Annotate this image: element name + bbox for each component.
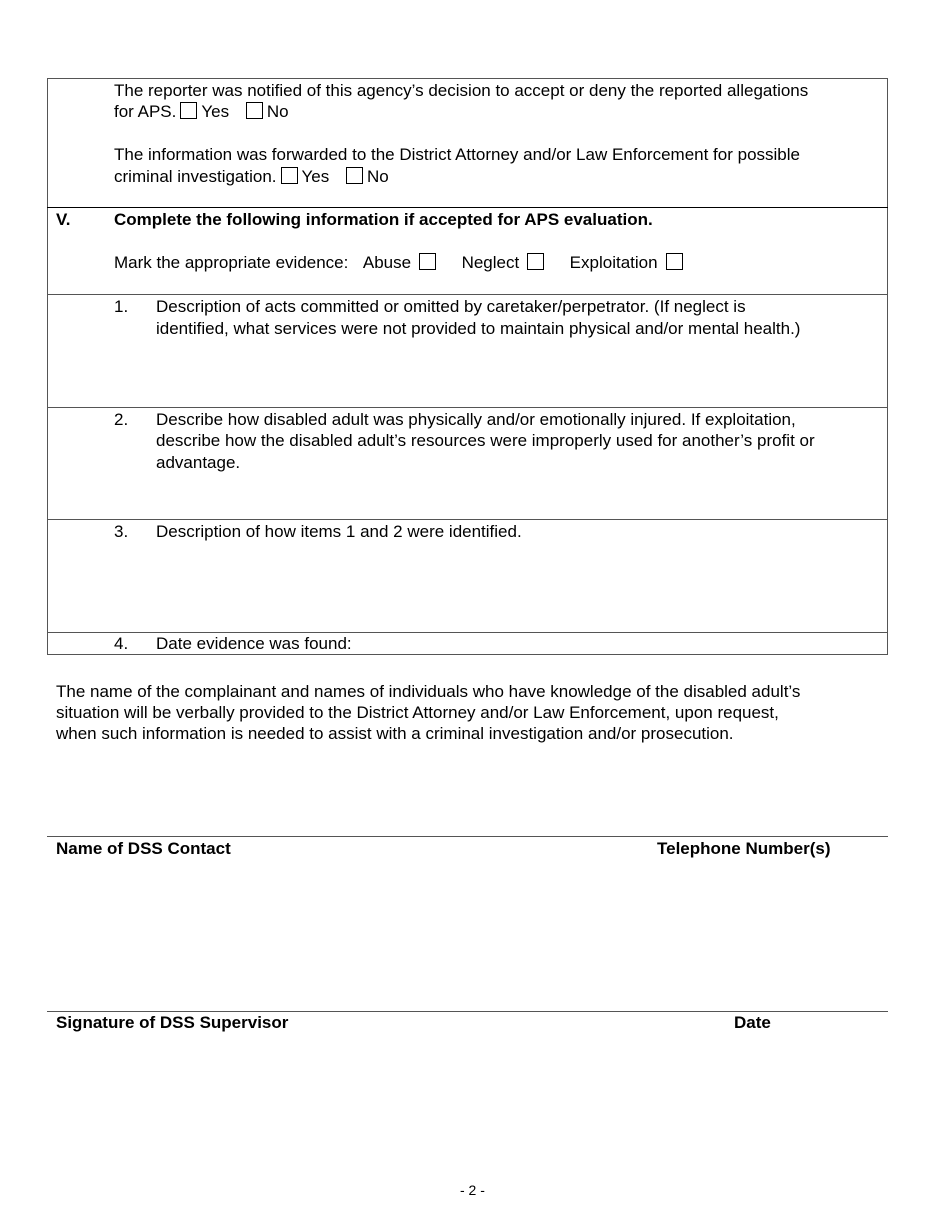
forwarded-no-checkbox[interactable] xyxy=(346,167,363,184)
reporter-prefix: for APS. xyxy=(114,102,177,121)
item-4-line: Date evidence was found: xyxy=(156,634,352,653)
table-divider xyxy=(47,294,888,295)
complainant-paragraph-line: situation will be verbally provided to the District Attorney and/or Law Enforcement, upon request, xyxy=(56,703,779,722)
date-label: Date xyxy=(734,1013,771,1032)
telephone-label: Telephone Number(s) xyxy=(657,839,831,858)
item-1-number: 1. xyxy=(114,297,129,316)
table-divider xyxy=(47,207,888,208)
table-left-border xyxy=(47,78,48,655)
reporter-no-checkbox[interactable] xyxy=(246,102,263,119)
item-2-line: Describe how disabled adult was physically and/or emotionally injured. If exploitation, xyxy=(156,410,796,429)
evidence-neglect-checkbox[interactable] xyxy=(527,253,544,270)
item-4-number: 4. xyxy=(114,634,129,653)
item-1-line: Description of acts committed or omitted by caretaker/perpetrator. (If neglect is xyxy=(156,297,746,316)
table-top-border xyxy=(47,78,888,79)
reporter-yes-checkbox[interactable] xyxy=(180,102,197,119)
evidence-exploitation-label: Exploitation xyxy=(569,253,658,272)
section-v-number: V. xyxy=(56,210,71,229)
evidence-neglect-label: Neglect xyxy=(461,253,520,272)
section-v-heading: Complete the following information if accepted for APS evaluation. xyxy=(114,210,653,229)
item-2-line: describe how the disabled adult’s resources were improperly used for another’s profit or xyxy=(156,431,815,450)
item-3-line: Description of how items 1 and 2 were identified. xyxy=(156,522,522,541)
forwarded-answer-line xyxy=(114,166,389,188)
complainant-paragraph-line: when such information is needed to assist with a criminal investigation and/or prosecution. xyxy=(56,724,734,743)
reporter-answer-line xyxy=(114,101,289,123)
forwarded-no-label: No xyxy=(366,167,389,186)
reporter-yes-label: Yes xyxy=(201,102,230,121)
complainant-paragraph-line: The name of the complainant and names of individuals who have knowledge of the disabled adult’s xyxy=(56,682,801,701)
table-divider xyxy=(47,407,888,408)
reporter-notified-text: The reporter was notified of this agency’s decision to accept or deny the reported allegations xyxy=(114,81,809,100)
reporter-no-label: No xyxy=(266,102,289,121)
forwarded-yes-checkbox[interactable] xyxy=(281,167,298,184)
item-3-number: 3. xyxy=(114,522,129,541)
supervisor-signature-label: Signature of DSS Supervisor xyxy=(56,1013,289,1032)
forwarded-prefix: criminal investigation. xyxy=(114,167,277,186)
evidence-exploitation-checkbox[interactable] xyxy=(666,253,683,270)
table-right-border xyxy=(887,78,888,655)
evidence-label: Mark the appropriate evidence: xyxy=(114,253,349,272)
evidence-abuse-label: Abuse xyxy=(362,253,412,272)
item-1-line: identified, what services were not provided to maintain physical and/or mental health.) xyxy=(156,319,801,338)
item-2-number: 2. xyxy=(114,410,129,429)
table-divider xyxy=(47,519,888,520)
page-number: - 2 - xyxy=(460,1182,485,1198)
forwarded-text: The information was forwarded to the District Attorney and/or Law Enforcement for possible xyxy=(114,145,800,164)
forwarded-yes-label: Yes xyxy=(301,167,330,186)
contact-signature-line[interactable] xyxy=(47,836,888,837)
contact-name-label: Name of DSS Contact xyxy=(56,839,231,858)
item-2-line: advantage. xyxy=(156,453,241,472)
evidence-line xyxy=(114,252,687,274)
evidence-abuse-checkbox[interactable] xyxy=(419,253,436,270)
